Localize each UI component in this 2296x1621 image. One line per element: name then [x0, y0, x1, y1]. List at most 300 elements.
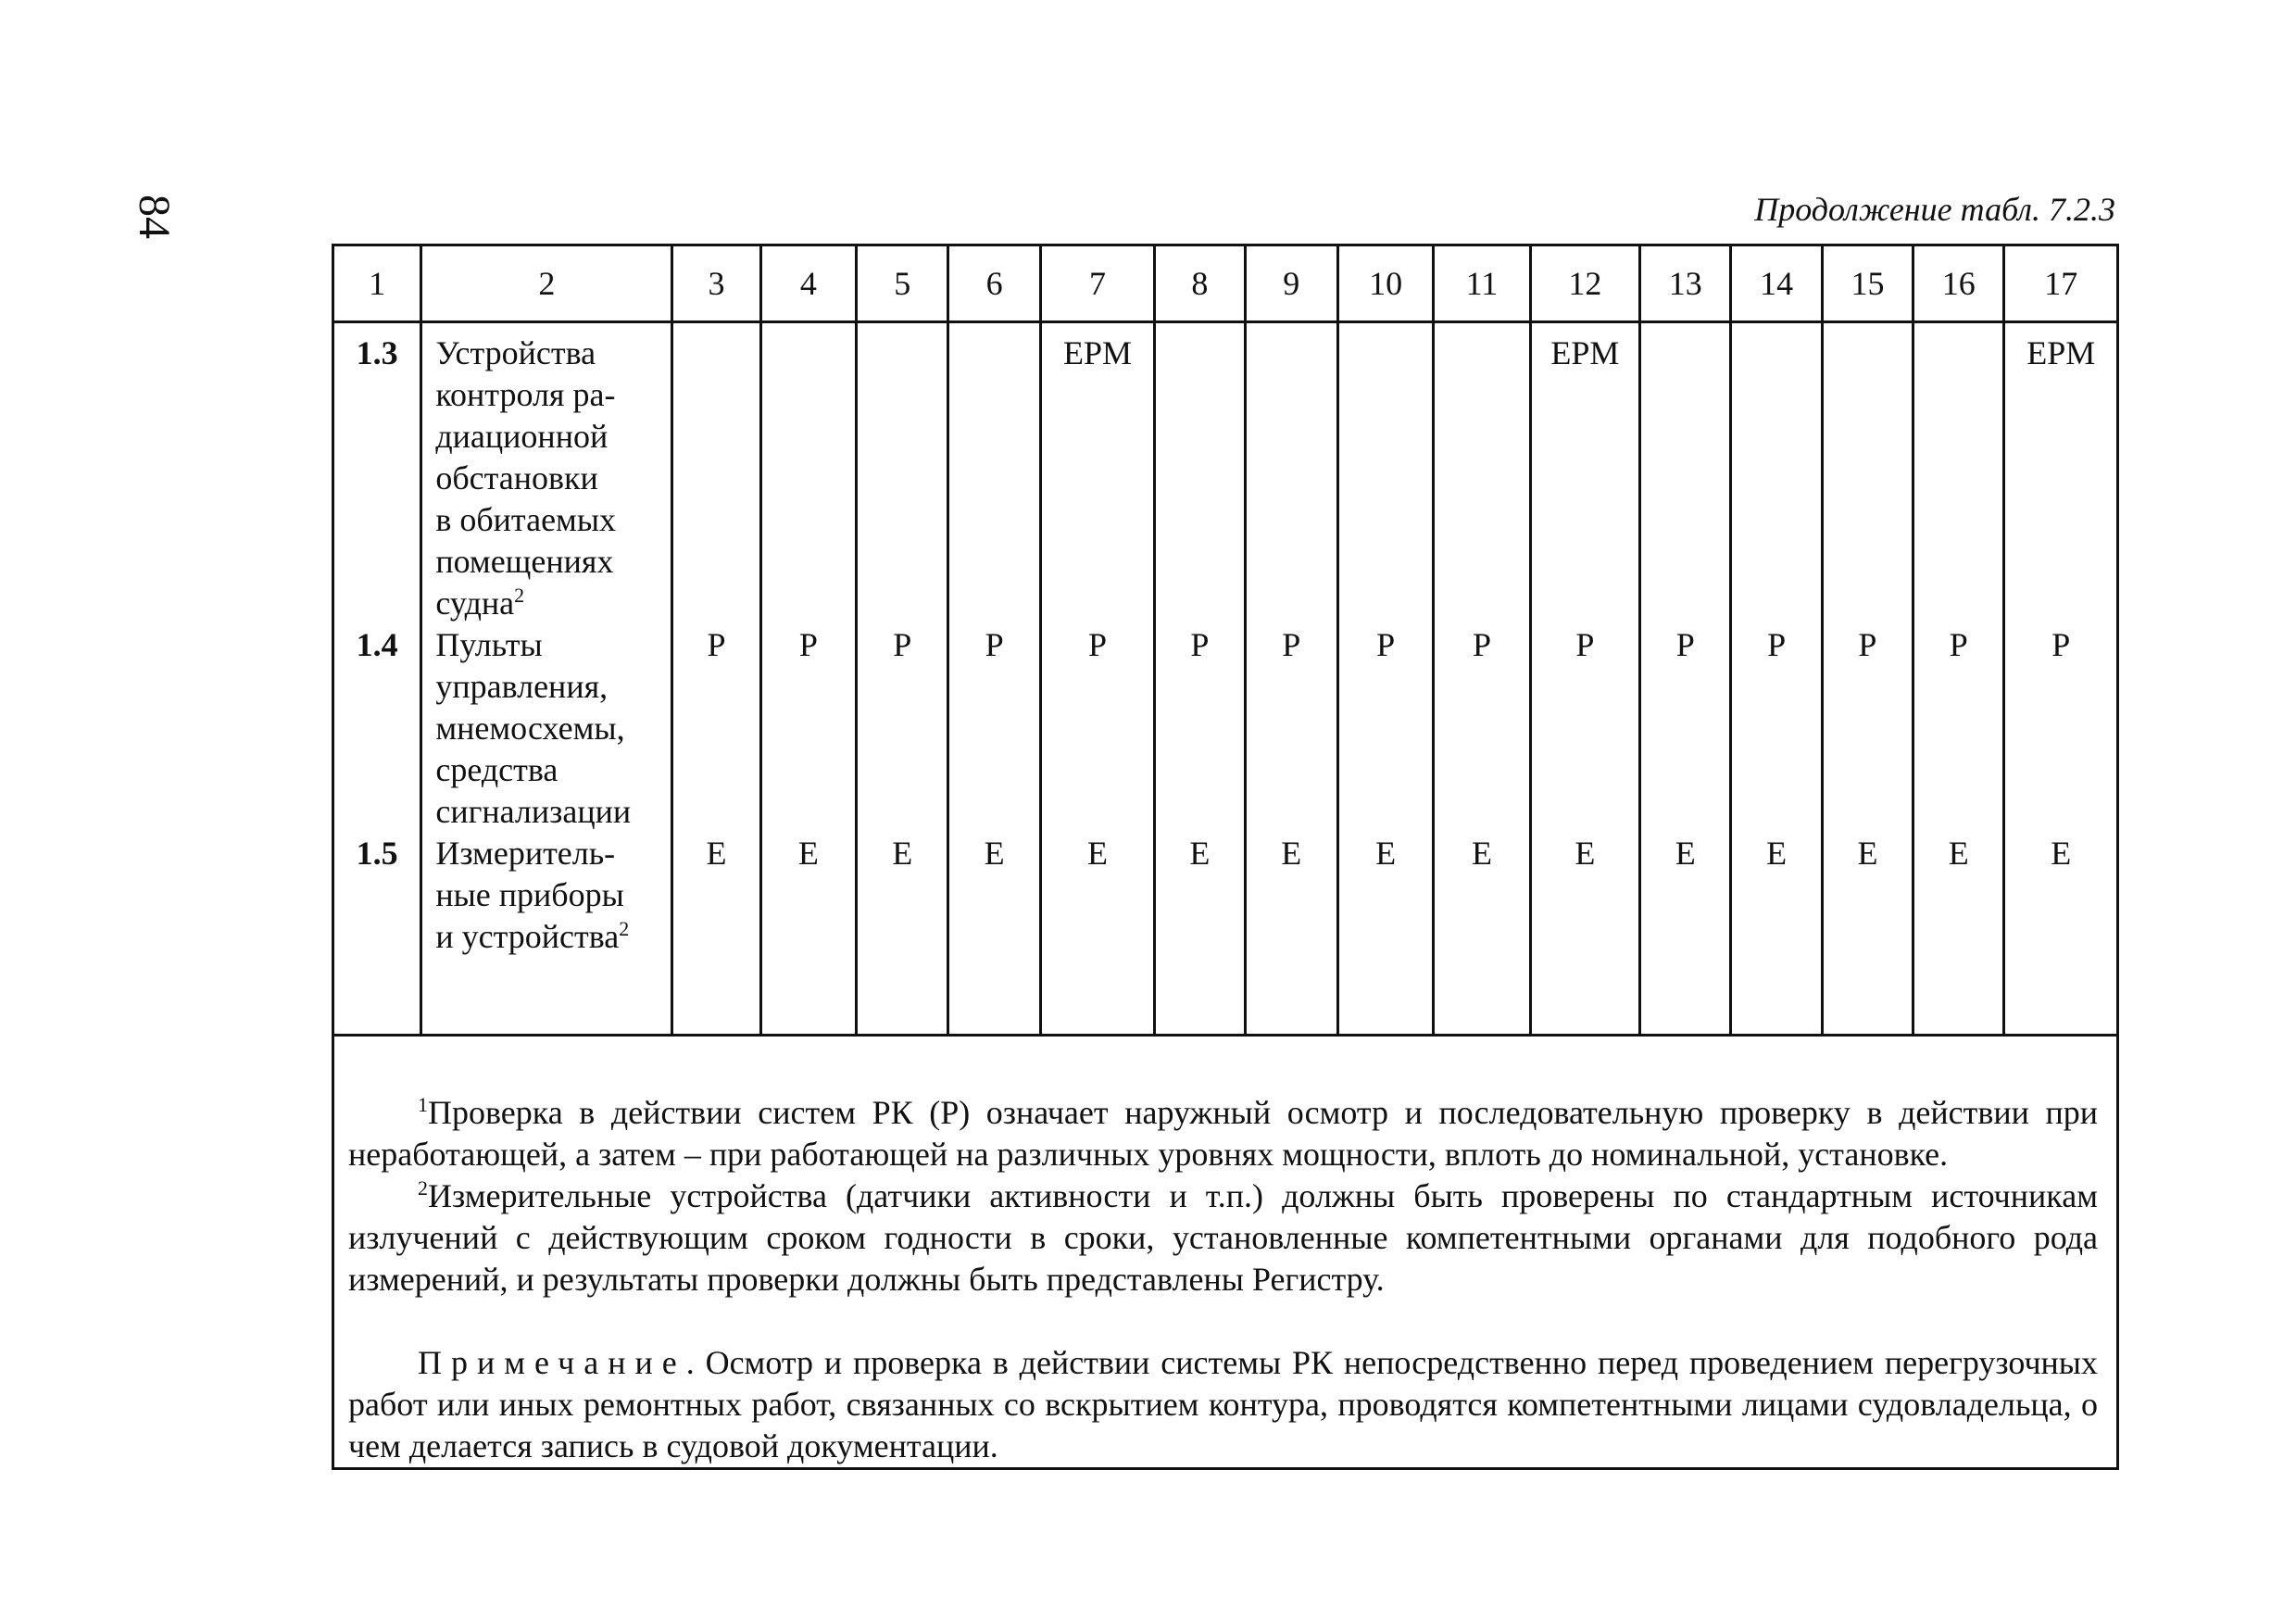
row-value [1435, 583, 1528, 624]
value-cell [1731, 322, 1822, 1036]
row-value [1156, 666, 1243, 708]
row-value [2005, 708, 2116, 749]
row-name-line [435, 624, 671, 666]
row-value [1732, 374, 1820, 416]
footnote-ref: 2 [514, 584, 525, 607]
row-value: E [797, 835, 819, 872]
remark-text: . Осмотр и проверка в действии системы РК непосредственно перед проведением перегрузочных работ или иных ремонтных работ, связанных со вскрытием контура, проводятся компетентными лицами судовладельца, о чем делается запись в судовой документации. [348, 1344, 2098, 1464]
row-value [1732, 666, 1820, 708]
row-value [1339, 708, 1432, 749]
row-value: E [706, 835, 727, 872]
row-value [2005, 791, 2116, 833]
row-value [1732, 708, 1820, 749]
row-value [1732, 541, 1820, 583]
row-value [1824, 458, 1912, 499]
row-value [1247, 791, 1336, 833]
row-value [1824, 749, 1912, 791]
row-value [1732, 458, 1820, 499]
row-value [1914, 499, 2002, 541]
row-value [858, 791, 947, 833]
row-value [858, 458, 947, 499]
row-value [1532, 374, 1638, 416]
row-code [334, 708, 420, 749]
row-value [1435, 749, 1528, 791]
row-value [673, 458, 759, 499]
row-name-line [435, 833, 671, 874]
row-value: E [1471, 835, 1492, 872]
row-value [762, 749, 855, 791]
row-name-text: контроля ра- [435, 376, 616, 413]
row-name-text: Пульты [435, 626, 543, 663]
row-value [1339, 374, 1432, 416]
row-value [2005, 458, 2116, 499]
row-code [334, 791, 420, 833]
row-value [1914, 791, 2002, 833]
row-value: P [1767, 626, 1787, 663]
row-value [762, 458, 855, 499]
row-value [1532, 874, 1638, 916]
row-value [1435, 874, 1528, 916]
row-value [1042, 749, 1153, 791]
row-value [1914, 458, 2002, 499]
row-value [673, 916, 759, 958]
row-value: P [1858, 626, 1877, 663]
row-value [1732, 916, 1820, 958]
table-caption: Продолжение табл. 7.2.3 [1754, 191, 2115, 228]
row-value [1339, 458, 1432, 499]
row-value [1435, 333, 1528, 374]
value-cell [1155, 322, 1245, 1036]
value-cell [1245, 322, 1337, 1036]
row-value [1732, 583, 1820, 624]
value-cell [1434, 322, 1530, 1036]
row-value [1156, 791, 1243, 833]
row-value [762, 583, 855, 624]
row-value [2005, 499, 2116, 541]
row-code [334, 458, 420, 499]
row-value [1247, 458, 1336, 499]
row-value [1247, 416, 1336, 458]
row-value [2005, 374, 2116, 416]
row-name-text: Устройства [435, 334, 596, 371]
row-value [858, 874, 947, 916]
row-value [1824, 541, 1912, 583]
row-name-line [435, 916, 671, 958]
row-value [1156, 499, 1243, 541]
row-value [1339, 541, 1432, 583]
column-header: 4 [760, 245, 856, 322]
row-value: E [1575, 835, 1596, 872]
row-value: E [984, 835, 1005, 872]
row-value [1435, 791, 1528, 833]
page-number: 84 [130, 195, 179, 239]
row-code [334, 499, 420, 541]
column-header: 12 [1530, 245, 1639, 322]
row-name-line [435, 333, 671, 374]
row-value [1156, 416, 1243, 458]
row-value: P [1376, 626, 1396, 663]
footnote-mark: 2 [418, 1176, 428, 1200]
row-value [949, 708, 1038, 749]
remark-label: Примечание [418, 1344, 686, 1381]
row-value [673, 708, 759, 749]
row-value [858, 541, 947, 583]
row-value [1339, 791, 1432, 833]
row-value [1641, 874, 1729, 916]
value-cell [1640, 322, 1731, 1036]
row-value [1247, 541, 1336, 583]
column-header: 6 [948, 245, 1040, 322]
column-header: 14 [1731, 245, 1822, 322]
row-value [949, 916, 1038, 958]
row-value [1532, 416, 1638, 458]
row-value [1824, 791, 1912, 833]
row-value [1914, 874, 2002, 916]
row-name-text: средства [435, 751, 558, 788]
row-value [1042, 458, 1153, 499]
row-value [1914, 708, 2002, 749]
row-code: 1.3 [356, 334, 398, 371]
row-value [949, 791, 1038, 833]
row-value: E [1375, 835, 1397, 872]
row-value: E [1948, 835, 1969, 872]
row-value [1824, 374, 1912, 416]
row-value [762, 541, 855, 583]
footnote-mark: 1 [418, 1093, 428, 1116]
row-value [1914, 583, 2002, 624]
row-value [1914, 749, 2002, 791]
row-name-line [435, 874, 671, 916]
row-value [673, 541, 759, 583]
row-value: E [1766, 835, 1788, 872]
row-value [1247, 916, 1336, 958]
row-value [949, 541, 1038, 583]
row-code: 1.5 [356, 835, 398, 872]
row-value [2005, 583, 2116, 624]
row-value [1339, 916, 1432, 958]
row-value [1532, 708, 1638, 749]
row-value [1435, 916, 1528, 958]
row-value [1339, 499, 1432, 541]
row-value: P [1282, 626, 1301, 663]
row-name-text: в обитаемых [435, 501, 617, 538]
row-value [949, 374, 1038, 416]
row-value [1042, 708, 1153, 749]
code-cell [333, 322, 421, 1036]
row-value [1824, 916, 1912, 958]
row-value [1247, 583, 1336, 624]
value-cell [1530, 322, 1639, 1036]
row-value [1824, 874, 1912, 916]
row-value: E [1281, 835, 1302, 872]
row-value: P [893, 626, 912, 663]
notes-row [333, 1036, 2118, 1469]
row-name-line [435, 749, 671, 791]
row-value [1435, 708, 1528, 749]
column-header: 7 [1040, 245, 1154, 322]
row-value [673, 333, 759, 374]
row-name-line [435, 416, 671, 458]
name-cell [421, 322, 672, 1036]
row-value [1042, 374, 1153, 416]
row-name-line [435, 666, 671, 708]
value-cell [1040, 322, 1154, 1036]
row-value [1532, 583, 1638, 624]
row-value [1339, 666, 1432, 708]
row-name-text: обстановки [435, 459, 598, 496]
row-value [762, 666, 855, 708]
row-value: E [1189, 835, 1211, 872]
row-value [1042, 541, 1153, 583]
value-cell [2004, 322, 2118, 1036]
footnote-text: Проверка в действии систем РК (Р) означает наружный осмотр и последовательную проверку в действии при неработающей, а затем – при работающей на различных уровнях мощности, вплоть до номинальной, установке. [348, 1094, 2098, 1173]
value-cell [857, 322, 948, 1036]
row-value [1914, 541, 2002, 583]
row-value [762, 874, 855, 916]
row-value [1732, 874, 1820, 916]
row-name-text: управления, [435, 668, 609, 705]
row-value [1435, 458, 1528, 499]
row-value [1532, 499, 1638, 541]
row-value [1914, 666, 2002, 708]
footnote-2 [348, 1175, 2098, 1301]
row-value [673, 583, 759, 624]
row-value [2005, 874, 2116, 916]
row-value [1247, 374, 1336, 416]
row-value [673, 499, 759, 541]
row-code [334, 374, 420, 416]
row-value [762, 916, 855, 958]
row-value: P [985, 626, 1004, 663]
row-value [762, 374, 855, 416]
row-name-text: Измеритель- [435, 835, 616, 872]
row-name-text: помещениях [435, 543, 614, 580]
row-value [673, 374, 759, 416]
column-header: 17 [2004, 245, 2118, 322]
row-value [1339, 749, 1432, 791]
row-value: P [1190, 626, 1210, 663]
column-header: 3 [672, 245, 760, 322]
row-value [762, 791, 855, 833]
row-value [1042, 416, 1153, 458]
notes-cell [333, 1036, 2118, 1469]
row-value [1914, 416, 2002, 458]
row-value: P [1949, 626, 1968, 663]
column-header: 13 [1640, 245, 1731, 322]
row-value [1732, 791, 1820, 833]
row-code [334, 916, 420, 958]
row-value [1641, 458, 1729, 499]
row-value [1156, 374, 1243, 416]
table-row [333, 322, 2118, 1036]
row-name-line [435, 374, 671, 416]
header-row [333, 245, 2118, 322]
row-value [1156, 583, 1243, 624]
row-value [1824, 499, 1912, 541]
row-value [762, 499, 855, 541]
row-value [1641, 499, 1729, 541]
row-value: P [798, 626, 818, 663]
row-value: P [1472, 626, 1491, 663]
row-value [1156, 874, 1243, 916]
row-value [949, 583, 1038, 624]
row-name-text: мнемосхемы, [435, 710, 625, 747]
row-value [949, 749, 1038, 791]
footnote-1 [348, 1092, 2098, 1175]
row-value [2005, 416, 2116, 458]
row-name-line [435, 791, 671, 833]
row-value [1641, 541, 1729, 583]
row-value [1247, 749, 1336, 791]
row-value [2005, 749, 2116, 791]
row-value [858, 416, 947, 458]
row-value: P [1675, 626, 1695, 663]
row-value [858, 708, 947, 749]
row-code [334, 583, 420, 624]
column-header: 1 [333, 245, 421, 322]
column-header: 10 [1337, 245, 1433, 322]
row-name-text: и устройства [435, 918, 620, 955]
value-cell [1913, 322, 2004, 1036]
column-header: 8 [1155, 245, 1245, 322]
row-value [1914, 916, 2002, 958]
row-value: P [2051, 626, 2071, 663]
row-value [858, 374, 947, 416]
row-value [1042, 499, 1153, 541]
row-value: E [892, 835, 913, 872]
row-value [1824, 416, 1912, 458]
row-name-text: сигнализации [435, 793, 632, 830]
value-cell [760, 322, 856, 1036]
row-value: E [1086, 835, 1108, 872]
column-header: 9 [1245, 245, 1337, 322]
row-value [1435, 541, 1528, 583]
row-code [334, 874, 420, 916]
row-name-line [435, 499, 671, 541]
row-value [949, 499, 1038, 541]
row-value [1339, 333, 1432, 374]
row-value [949, 416, 1038, 458]
row-value [1824, 583, 1912, 624]
row-value [2005, 541, 2116, 583]
row-value [858, 583, 947, 624]
row-value [1532, 749, 1638, 791]
row-code [334, 666, 420, 708]
row-value [1339, 583, 1432, 624]
row-value [1339, 416, 1432, 458]
row-value [949, 458, 1038, 499]
column-header: 11 [1434, 245, 1530, 322]
row-code [334, 749, 420, 791]
column-header: 2 [421, 245, 672, 322]
row-value [949, 333, 1038, 374]
remark [348, 1342, 2098, 1467]
row-name-line [435, 458, 671, 499]
row-value [1532, 666, 1638, 708]
row-value [1247, 708, 1336, 749]
row-value [1042, 874, 1153, 916]
row-value: EPM [1550, 334, 1620, 371]
inspection-table [332, 244, 2119, 1470]
row-value [1435, 374, 1528, 416]
row-value [673, 416, 759, 458]
row-value [1732, 499, 1820, 541]
row-name-text: ные приборы [435, 876, 624, 913]
row-value: E [1675, 835, 1696, 872]
row-value [1641, 583, 1729, 624]
row-value [1732, 416, 1820, 458]
row-value [1824, 666, 1912, 708]
row-value [1339, 874, 1432, 916]
row-value: EPM [1062, 334, 1132, 371]
row-value [1156, 749, 1243, 791]
row-value [2005, 666, 2116, 708]
row-name-line [435, 708, 671, 749]
row-name-line [435, 541, 671, 583]
row-value [1435, 416, 1528, 458]
row-value [1532, 458, 1638, 499]
row-value [1156, 708, 1243, 749]
row-value [1042, 583, 1153, 624]
row-value [1641, 333, 1729, 374]
row-value [762, 416, 855, 458]
row-value [1824, 333, 1912, 374]
column-header: 5 [857, 245, 948, 322]
value-cell [672, 322, 760, 1036]
footnote-ref: 2 [619, 917, 630, 940]
row-value [858, 333, 947, 374]
row-value: E [2051, 835, 2072, 872]
row-code [334, 416, 420, 458]
row-value [1247, 499, 1336, 541]
value-cell [948, 322, 1040, 1036]
row-name-line [435, 583, 671, 624]
row-value [1532, 791, 1638, 833]
row-value [858, 916, 947, 958]
row-value [1732, 749, 1820, 791]
row-value: P [1087, 626, 1107, 663]
row-code [334, 541, 420, 583]
column-header: 15 [1822, 245, 1913, 322]
row-value [1641, 374, 1729, 416]
row-value [1247, 874, 1336, 916]
row-value [1156, 916, 1243, 958]
row-value [1435, 499, 1528, 541]
row-value [1156, 541, 1243, 583]
row-value [1042, 666, 1153, 708]
footnote-text: Измерительные устройства (датчики активности и т.п.) должны быть проверены по стандартным источникам излучений с действующим сроком годности в сроки, установленные компетентными органами для подобного рода измерений, и результаты проверки должны быть представлены Регистру. [348, 1177, 2098, 1298]
row-value [1732, 333, 1820, 374]
row-value [1914, 374, 2002, 416]
row-value [1641, 708, 1729, 749]
row-value: E [1857, 835, 1878, 872]
row-value [1435, 666, 1528, 708]
row-value: P [1575, 626, 1595, 663]
row-value [1641, 666, 1729, 708]
row-value [1247, 666, 1336, 708]
row-value [2005, 916, 2116, 958]
row-value: P [707, 626, 726, 663]
row-value [1532, 541, 1638, 583]
row-value [673, 791, 759, 833]
column-header: 16 [1913, 245, 2004, 322]
row-value [1156, 333, 1243, 374]
row-value [762, 333, 855, 374]
row-value [949, 874, 1038, 916]
row-value [1042, 791, 1153, 833]
row-value [858, 499, 947, 541]
row-value [1532, 916, 1638, 958]
